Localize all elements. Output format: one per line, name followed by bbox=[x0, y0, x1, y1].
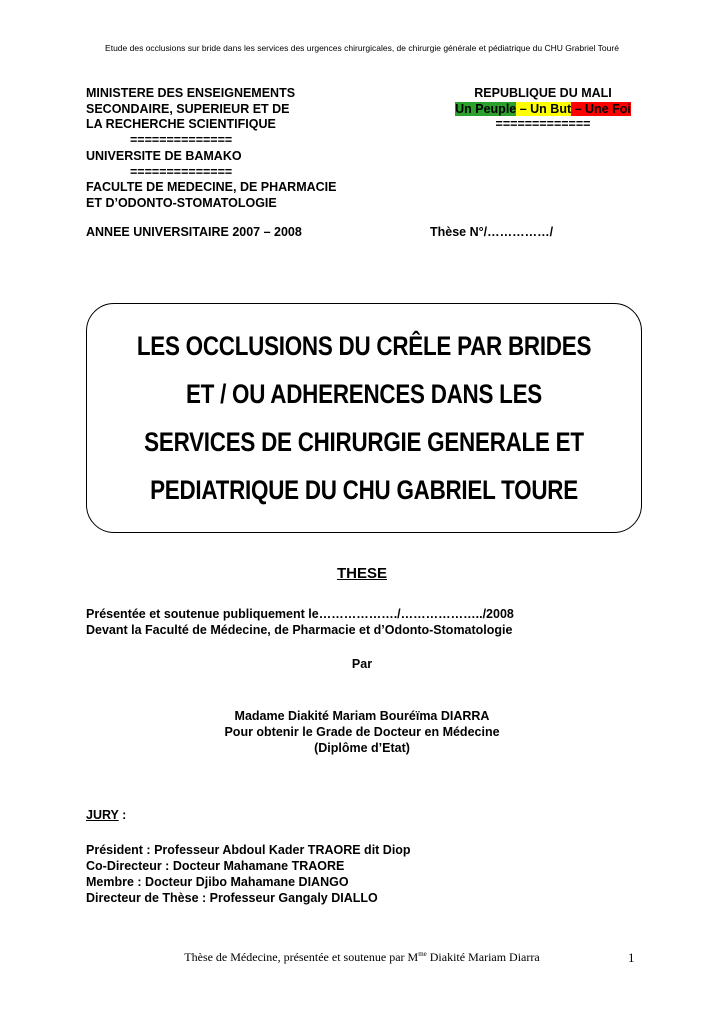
ministry-line-2: SECONDAIRE, SUPERIEUR ET DE bbox=[86, 101, 290, 116]
title-line-4: PEDIATRIQUE DU CHU GABRIEL TOURE bbox=[150, 475, 578, 505]
motto-sep: – bbox=[516, 101, 531, 116]
separator: ============== bbox=[130, 164, 233, 179]
thesis-number: Thèse N°/……………/ bbox=[430, 225, 554, 239]
title-line-2: ET / OU ADHERENCES DANS LES bbox=[185, 379, 543, 409]
jury-member-codirector: Co-Directeur : Docteur Mahamane TRAORE bbox=[86, 859, 345, 873]
university-name: UNIVERSITE DE BAMAKO bbox=[86, 148, 242, 163]
motto-sep: – bbox=[571, 101, 586, 116]
jury-member-director: Directeur de Thèse : Professeur Gangaly DIALLO bbox=[86, 891, 378, 905]
title-line-3: SERVICES DE CHIRURGIE GENERALE ET bbox=[144, 427, 584, 457]
candidate-name: Madame Diakité Mariam Bouréïma DIARRA bbox=[234, 709, 490, 723]
motto-part-yellow: Un But bbox=[530, 101, 572, 116]
candidate-block bbox=[0, 708, 724, 756]
faculty-line-2: ET D’ODONTO-STOMATOLOGIE bbox=[86, 195, 277, 210]
par-label: Par bbox=[351, 657, 373, 671]
faculty-line-1: FACULTE DE MEDECINE, DE PHARMACIE bbox=[86, 180, 337, 195]
academic-year: ANNEE UNIVERSITAIRE 2007 – 2008 bbox=[86, 225, 302, 239]
running-header: Etude des occlusions sur bride dans les services des urgences chirurgicales, de chirurgie générale et pédiatrique du CHU Grabriel Touré bbox=[105, 43, 619, 53]
candidate-purpose: Pour obtenir le Grade de Docteur en Médecine bbox=[224, 725, 500, 739]
title-line-1: LES OCCLUSIONS DU CRÊLE PAR BRIDES bbox=[136, 331, 592, 361]
ministry-block bbox=[86, 86, 336, 212]
jury-member-president: Président : Professeur Abdoul Kader TRAORE dit Diop bbox=[86, 843, 411, 857]
ministry-line-1: MINISTERE DES ENSEIGNEMENTS bbox=[86, 86, 296, 100]
motto-part-red: Une Foi bbox=[585, 101, 631, 116]
presented-line: Présentée et soutenue publiquement le………………./………………../2008 bbox=[86, 607, 514, 621]
footer-prefix: Thèse de Médecine, présentée et soutenue par M bbox=[184, 950, 419, 964]
jury-list bbox=[86, 842, 411, 906]
jury-label-text: JURY bbox=[86, 808, 119, 822]
footer-sup: me bbox=[418, 950, 427, 958]
separator: ============= bbox=[495, 117, 591, 132]
presentation-block bbox=[86, 606, 514, 638]
jury-member-member: Membre : Docteur Djibo Mahamane DIANGO bbox=[86, 875, 349, 889]
jury-label bbox=[86, 808, 126, 822]
footer-suffix: Diakité Mariam Diarra bbox=[426, 950, 540, 964]
jury-colon: : bbox=[118, 808, 127, 822]
ministry-line-3: LA RECHERCHE SCIENTIFIQUE bbox=[86, 117, 276, 132]
footer bbox=[0, 950, 724, 965]
page-number: 1 bbox=[628, 950, 635, 965]
separator: ============== bbox=[130, 133, 233, 148]
republic-block bbox=[447, 86, 639, 133]
these-heading: THESE bbox=[336, 565, 387, 582]
motto-part-green: Un Peuple bbox=[455, 101, 517, 116]
national-motto bbox=[447, 102, 639, 118]
republic-name: REPUBLIQUE DU MALI bbox=[474, 86, 612, 100]
candidate-diploma: (Diplôme d’Etat) bbox=[314, 741, 410, 755]
before-faculty-line: Devant la Faculté de Médecine, de Pharmacie et d’Odonto-Stomatologie bbox=[86, 623, 513, 637]
